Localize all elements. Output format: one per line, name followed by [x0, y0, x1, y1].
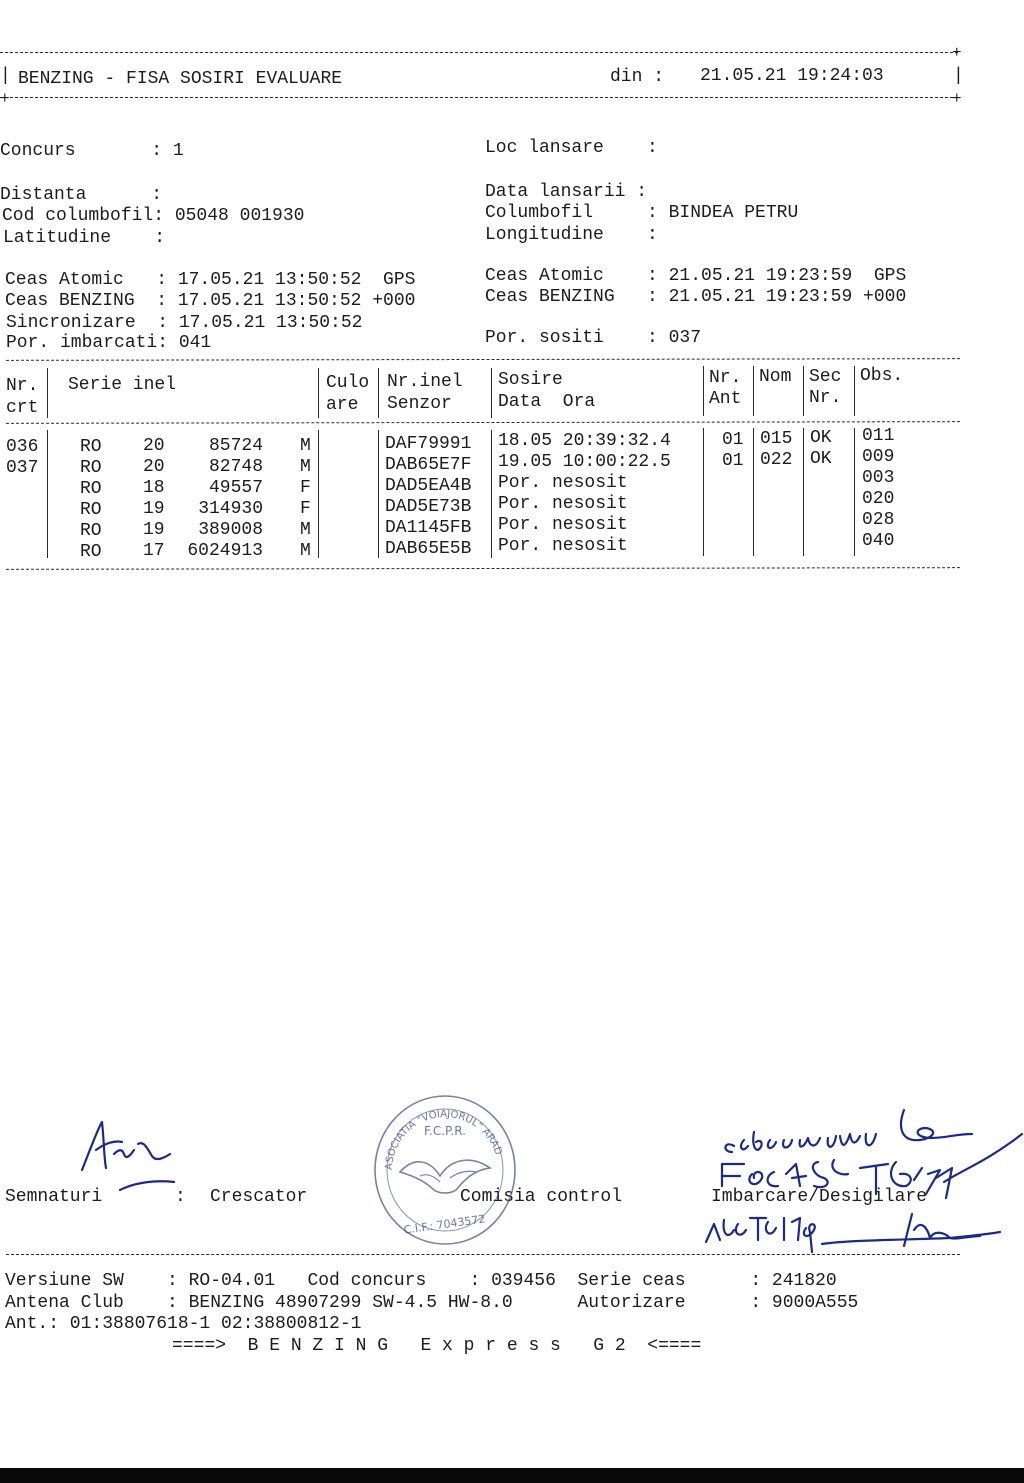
cell-nr-crt: 036 [6, 437, 39, 457]
col-header-nr-crt: crt [6, 398, 39, 418]
header-corner: + [0, 90, 10, 108]
svg-text:ASOCIATIA "VOIAJORUL" ARAD [384, 1109, 504, 1170]
signatures-label: Semnaturi [5, 1187, 103, 1207]
cell-arrival: 19.05 10:00:22.5 [498, 452, 671, 472]
cell-sex: M [300, 520, 311, 540]
info-por-imbarcati: Por. imbarcati: 041 [6, 333, 212, 353]
cell-sec: OK [810, 449, 832, 469]
col-sep [803, 428, 804, 556]
signature-comisia-label: Comisia control [460, 1187, 623, 1207]
col-sep [703, 366, 704, 416]
cell-ant: 01 [722, 451, 744, 471]
header-left-bar: | [0, 66, 11, 86]
stamp-outer-text: ASOCIATIA "VOIAJORUL" ARAD [383, 1108, 504, 1171]
header-corner: + [952, 90, 962, 108]
info-ceas-atomic-end: Ceas Atomic : 21.05.21 19:23:59 GPS [485, 266, 907, 286]
col-header-nr-inel-senzor: Nr.inel [387, 372, 463, 392]
cell-country: RO [80, 437, 102, 457]
header-right-bar: | [953, 66, 964, 86]
col-header-nr-crt: Nr. [6, 376, 39, 396]
cell-sex: M [300, 436, 311, 456]
col-sep [803, 366, 804, 416]
col-sep [703, 428, 704, 556]
cell-sensor: DAD5EA4B [385, 476, 472, 496]
footer-antena-line: Antena Club : BENZING 48907299 SW-4.5 HW-8.0 Autorizare : 9000A555 [5, 1293, 859, 1313]
cell-year: 17 [143, 541, 165, 561]
info-longitudine: Longitudine : [485, 225, 658, 245]
cell-sex: M [300, 541, 311, 561]
col-sep [318, 368, 319, 418]
cell-sec: OK [810, 428, 832, 448]
handwritten-names [700, 1090, 1024, 1260]
cell-country: RO [80, 458, 102, 478]
info-ceas-benzing-end: Ceas BENZING : 21.05.21 19:23:59 +000 [485, 287, 907, 307]
cell-arrival: Por. nesosit [498, 473, 628, 493]
info-loc-lansare: Loc lansare : [485, 138, 658, 158]
info-distanta: Distanta : [0, 185, 163, 205]
stamp-bottom-text: C.I.F.: 7043572 [402, 1212, 487, 1237]
signatures-colon: : [175, 1187, 186, 1207]
info-ceas-benzing-start: Ceas BENZING : 17.05.21 13:50:52 +000 [5, 291, 416, 311]
col-sep [378, 368, 379, 418]
col-sep [854, 366, 855, 416]
table-top-rule [6, 358, 960, 361]
col-header-sec-nr: Nr. [809, 388, 842, 408]
cell-ant: 01 [722, 430, 744, 450]
col-header-serie-inel: Serie inel [68, 375, 177, 395]
info-sincronizare: Sincronizare : 17.05.21 13:50:52 [6, 313, 363, 333]
col-header-sosire: Sosire [498, 370, 563, 390]
col-sep [753, 428, 754, 556]
cell-arrival: Por. nesosit [498, 494, 628, 514]
table-header-rule [6, 421, 960, 424]
header-top-rule [0, 52, 958, 53]
footer-ant-line: Ant.: 01:38807618-1 02:38800812-1 [5, 1314, 362, 1334]
col-sep [318, 430, 319, 558]
info-ceas-atomic-start: Ceas Atomic : 17.05.21 13:50:52 GPS [5, 270, 416, 290]
col-header-nom: Nom [759, 367, 792, 387]
col-header-sosire: Data Ora [498, 392, 596, 412]
cell-obs: 009 [862, 447, 895, 467]
cell-arrival: Por. nesosit [498, 536, 628, 556]
cell-year: 18 [143, 478, 165, 498]
col-header-nr-ant: Ant [709, 389, 742, 409]
col-header-nr-ant: Nr. [709, 368, 742, 388]
stamp-center-text: F.C.P.R. [424, 1124, 466, 1138]
cell-ring: 389008 [198, 520, 263, 540]
col-header-culoare: are [326, 395, 359, 415]
col-sep [47, 430, 48, 558]
cell-obs: 003 [862, 468, 895, 488]
report-date-label: din : [610, 67, 665, 87]
cell-year: 19 [143, 499, 165, 519]
cell-sex: F [300, 499, 311, 519]
header-corner: + [952, 44, 962, 62]
cell-sensor: DAF79991 [385, 434, 472, 454]
col-sep [491, 368, 492, 418]
cell-year: 20 [143, 457, 165, 477]
col-header-obs: Obs. [860, 366, 904, 386]
header-bottom-rule [0, 97, 958, 98]
cell-country: RO [80, 542, 102, 562]
cell-ring: 85724 [208, 436, 263, 456]
col-header-sec-nr: Sec [809, 367, 842, 387]
footer-version-line: Versiune SW : RO-04.01 Cod concurs : 039456 Serie ceas : 241820 [5, 1271, 837, 1291]
report-date: 21.05.21 19:24:03 [700, 66, 884, 86]
info-por-sositi: Por. sositi : 037 [485, 328, 702, 348]
handwritten-signature [60, 1110, 190, 1200]
cell-nom: 022 [760, 450, 793, 470]
cell-sex: M [300, 457, 311, 477]
cell-sex: F [300, 478, 311, 498]
cell-country: RO [80, 521, 102, 541]
cell-ring: 82748 [208, 457, 263, 477]
col-sep [491, 430, 492, 558]
col-sep [378, 430, 379, 558]
info-concurs: Concurs : 1 [0, 141, 184, 161]
cell-ring: 6024913 [187, 541, 263, 561]
cell-obs: 011 [862, 426, 895, 446]
footer-brand-line: ====> B E N Z I N G E x p r e s s G 2 <==== [172, 1336, 702, 1356]
cell-obs: 040 [862, 531, 895, 551]
col-sep [854, 428, 855, 556]
cell-year: 20 [143, 436, 165, 456]
info-latitudine: Latitudine : [3, 228, 166, 248]
scan-edge [0, 1468, 1024, 1483]
cell-nr-crt: 037 [6, 458, 39, 478]
cell-sensor: DA1145FB [385, 518, 472, 538]
cell-sensor: DAB65E5B [385, 539, 472, 559]
signature-imbarcare-label: Imbarcare/Desigilare [711, 1187, 928, 1207]
col-sep [753, 366, 754, 416]
info-cod-columbofil: Cod columbofil: 05048 001930 [2, 206, 305, 226]
col-sep [47, 368, 48, 418]
report-title: BENZING - FISA SOSIRI EVALUARE [18, 69, 343, 89]
cell-arrival: Por. nesosit [498, 515, 628, 535]
cell-country: RO [80, 500, 102, 520]
footer-rule [6, 1254, 960, 1255]
signature-crescator-label: Crescator [210, 1187, 308, 1207]
cell-obs: 028 [862, 510, 895, 530]
info-data-lansarii: Data lansarii : [485, 182, 648, 202]
cell-sensor: DAB65E7F [385, 455, 472, 475]
col-header-nr-inel-senzor: Senzor [387, 394, 452, 414]
cell-arrival: 18.05 20:39:32.4 [498, 431, 671, 451]
table-bottom-rule [6, 567, 960, 570]
col-header-culoare: Culo [326, 373, 370, 393]
info-columbofil: Columbofil : BINDEA PETRU [485, 203, 799, 223]
cell-nom: 015 [760, 429, 793, 449]
cell-ring: 49557 [208, 478, 263, 498]
cell-obs: 020 [862, 489, 895, 509]
club-stamp [370, 1090, 520, 1250]
cell-sensor: DAD5E73B [385, 497, 472, 517]
cell-year: 19 [143, 520, 165, 540]
cell-ring: 314930 [198, 499, 263, 519]
cell-country: RO [80, 479, 102, 499]
